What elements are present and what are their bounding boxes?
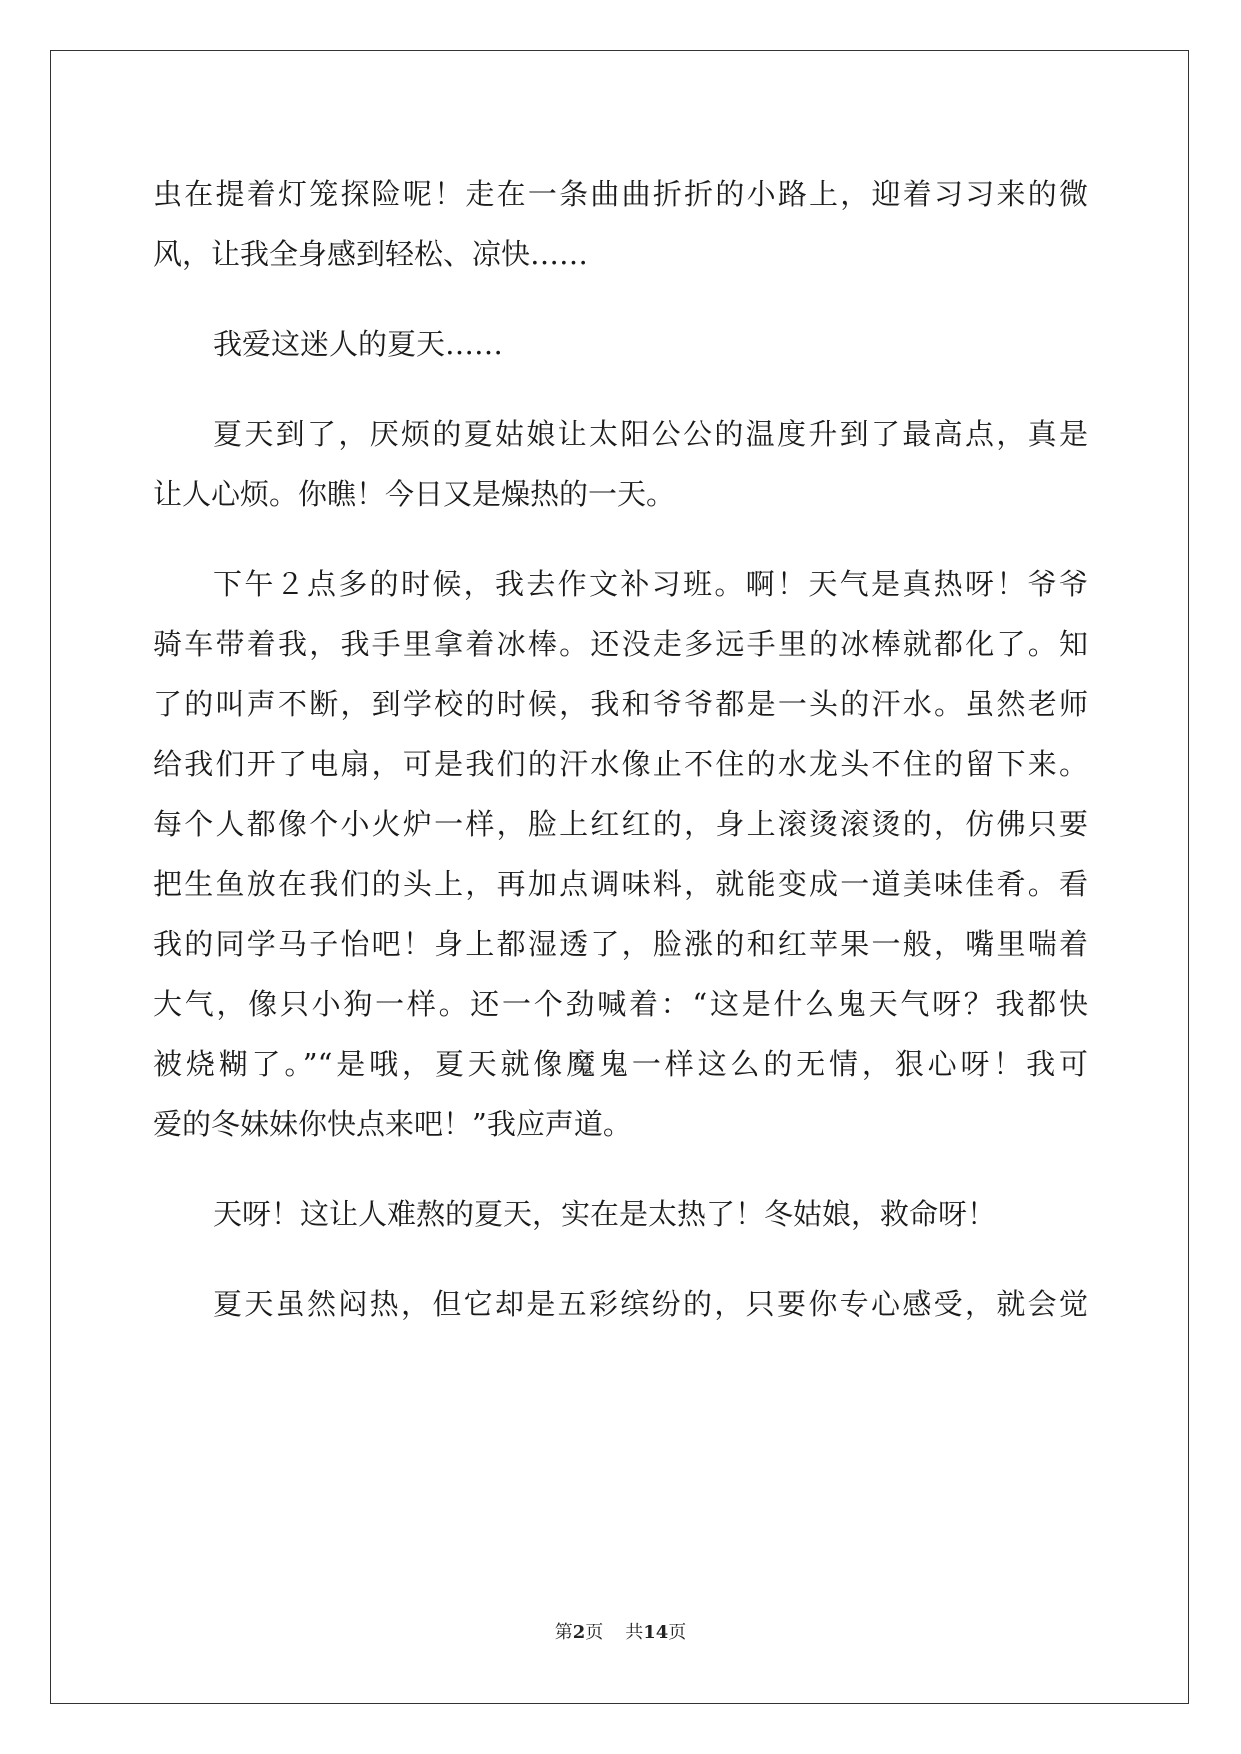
page-footer	[0, 1618, 1241, 1644]
text-line: 骑车带着我，我手里拿着冰棒。还没走多远手里的冰棒就都化了。知	[153, 627, 1088, 661]
text-line: 每个人都像个小火炉一样，脸上红红的，身上滚烫滚烫的，仿佛只要	[153, 807, 1088, 841]
text-line: 爱的冬妹妹你快点来吧！”我应声道。	[153, 1107, 632, 1141]
text-line: 我的同学马子怡吧！身上都湿透了，脸涨的和红苹果一般，嘴里喘着	[153, 927, 1088, 961]
footer-total-suffix: 页	[668, 1622, 687, 1643]
footer-page-suffix: 页	[585, 1622, 604, 1643]
text-line: 虫在提着灯笼探险呢！走在一条曲曲折折的小路上，迎着习习来的微	[153, 177, 1088, 211]
text-line: 夏天到了，厌烦的夏姑娘让太阳公公的温度升到了最高点，真是	[213, 417, 1088, 451]
footer-prefix: 第	[554, 1622, 573, 1643]
text-line: 了的叫声不断，到学校的时候，我和爷爷都是一头的汗水。虽然老师	[153, 687, 1088, 721]
current-page-number: 2	[572, 1622, 586, 1643]
text-line: 被烧糊了。”“是哦，夏天就像魔鬼一样这么的无情，狠心呀！我可	[153, 1047, 1088, 1081]
text-line: 把生鱼放在我们的头上，再加点调味料，就能变成一道美味佳肴。看	[153, 867, 1088, 901]
text-line: 给我们开了电扇，可是我们的汗水像止不住的水龙头不住的留下来。	[153, 747, 1088, 781]
text-line: 我爱这迷人的夏天……	[213, 327, 504, 361]
text-line: 大气，像只小狗一样。还一个劲喊着：“这是什么鬼天气呀？我都快	[153, 987, 1088, 1021]
text-line: 让人心烦。你瞧！今日又是燥热的一天。	[153, 477, 676, 511]
footer-total-prefix: 共	[625, 1622, 644, 1643]
text-line: 风，让我全身感到轻松、凉快……	[153, 237, 589, 271]
total-pages-number: 14	[643, 1622, 669, 1643]
document-body	[153, 164, 1088, 1334]
text-line: 天呀！这让人难熬的夏天，实在是太热了！冬姑娘，救命呀！	[213, 1197, 997, 1231]
text-line: 夏天虽然闷热，但它却是五彩缤纷的，只要你专心感受，就会觉	[213, 1287, 1088, 1321]
text-line: 下午２点多的时候，我去作文补习班。啊！天气是真热呀！爷爷	[213, 567, 1088, 601]
